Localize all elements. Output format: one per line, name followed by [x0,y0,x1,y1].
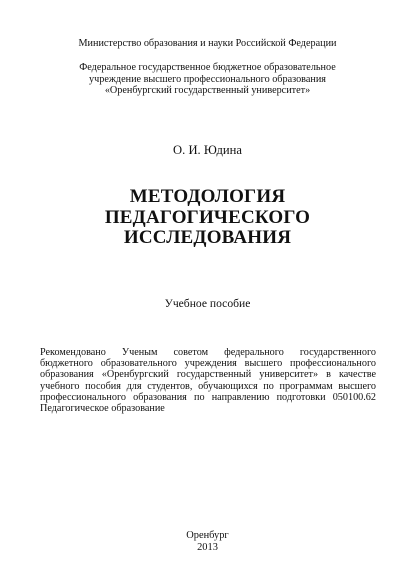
title-line-2: ПЕДАГОГИЧЕСКОГО [104,206,311,228]
recommendation-text: Рекомендовано Ученым советом федерального государственного бюджетного образовательного учреждения высшего профессионального образования «Оренбургский государственный университет» в качестве учебного пособия для студентов, обучающихся по программам высшего профессионального образования по направлению подготовки 050100.62 Педагогическое образование [40,347,376,415]
book-subtitle: Учебное пособие [164,297,251,310]
institution-line-2: учреждение высшего профессионального образования [89,73,326,85]
institution-line-3: «Оренбургский государственный университет» [104,85,311,96]
ministry-heading: Министерство образования и науки Российской Федерации [78,38,337,49]
institution-line-1: Федеральное государственное бюджетное образовательное [79,62,336,73]
author-name: О. И. Юдина [173,143,242,157]
imprint-year: 2013 [197,541,218,553]
title-line-3: ИССЛЕДОВАНИЯ [123,227,292,248]
institution-block [0,62,415,97]
imprint [0,530,415,553]
title-line-1: МЕТОДОЛОГИЯ [129,186,286,207]
book-title [0,187,415,249]
imprint-city: Оренбург [186,530,229,541]
